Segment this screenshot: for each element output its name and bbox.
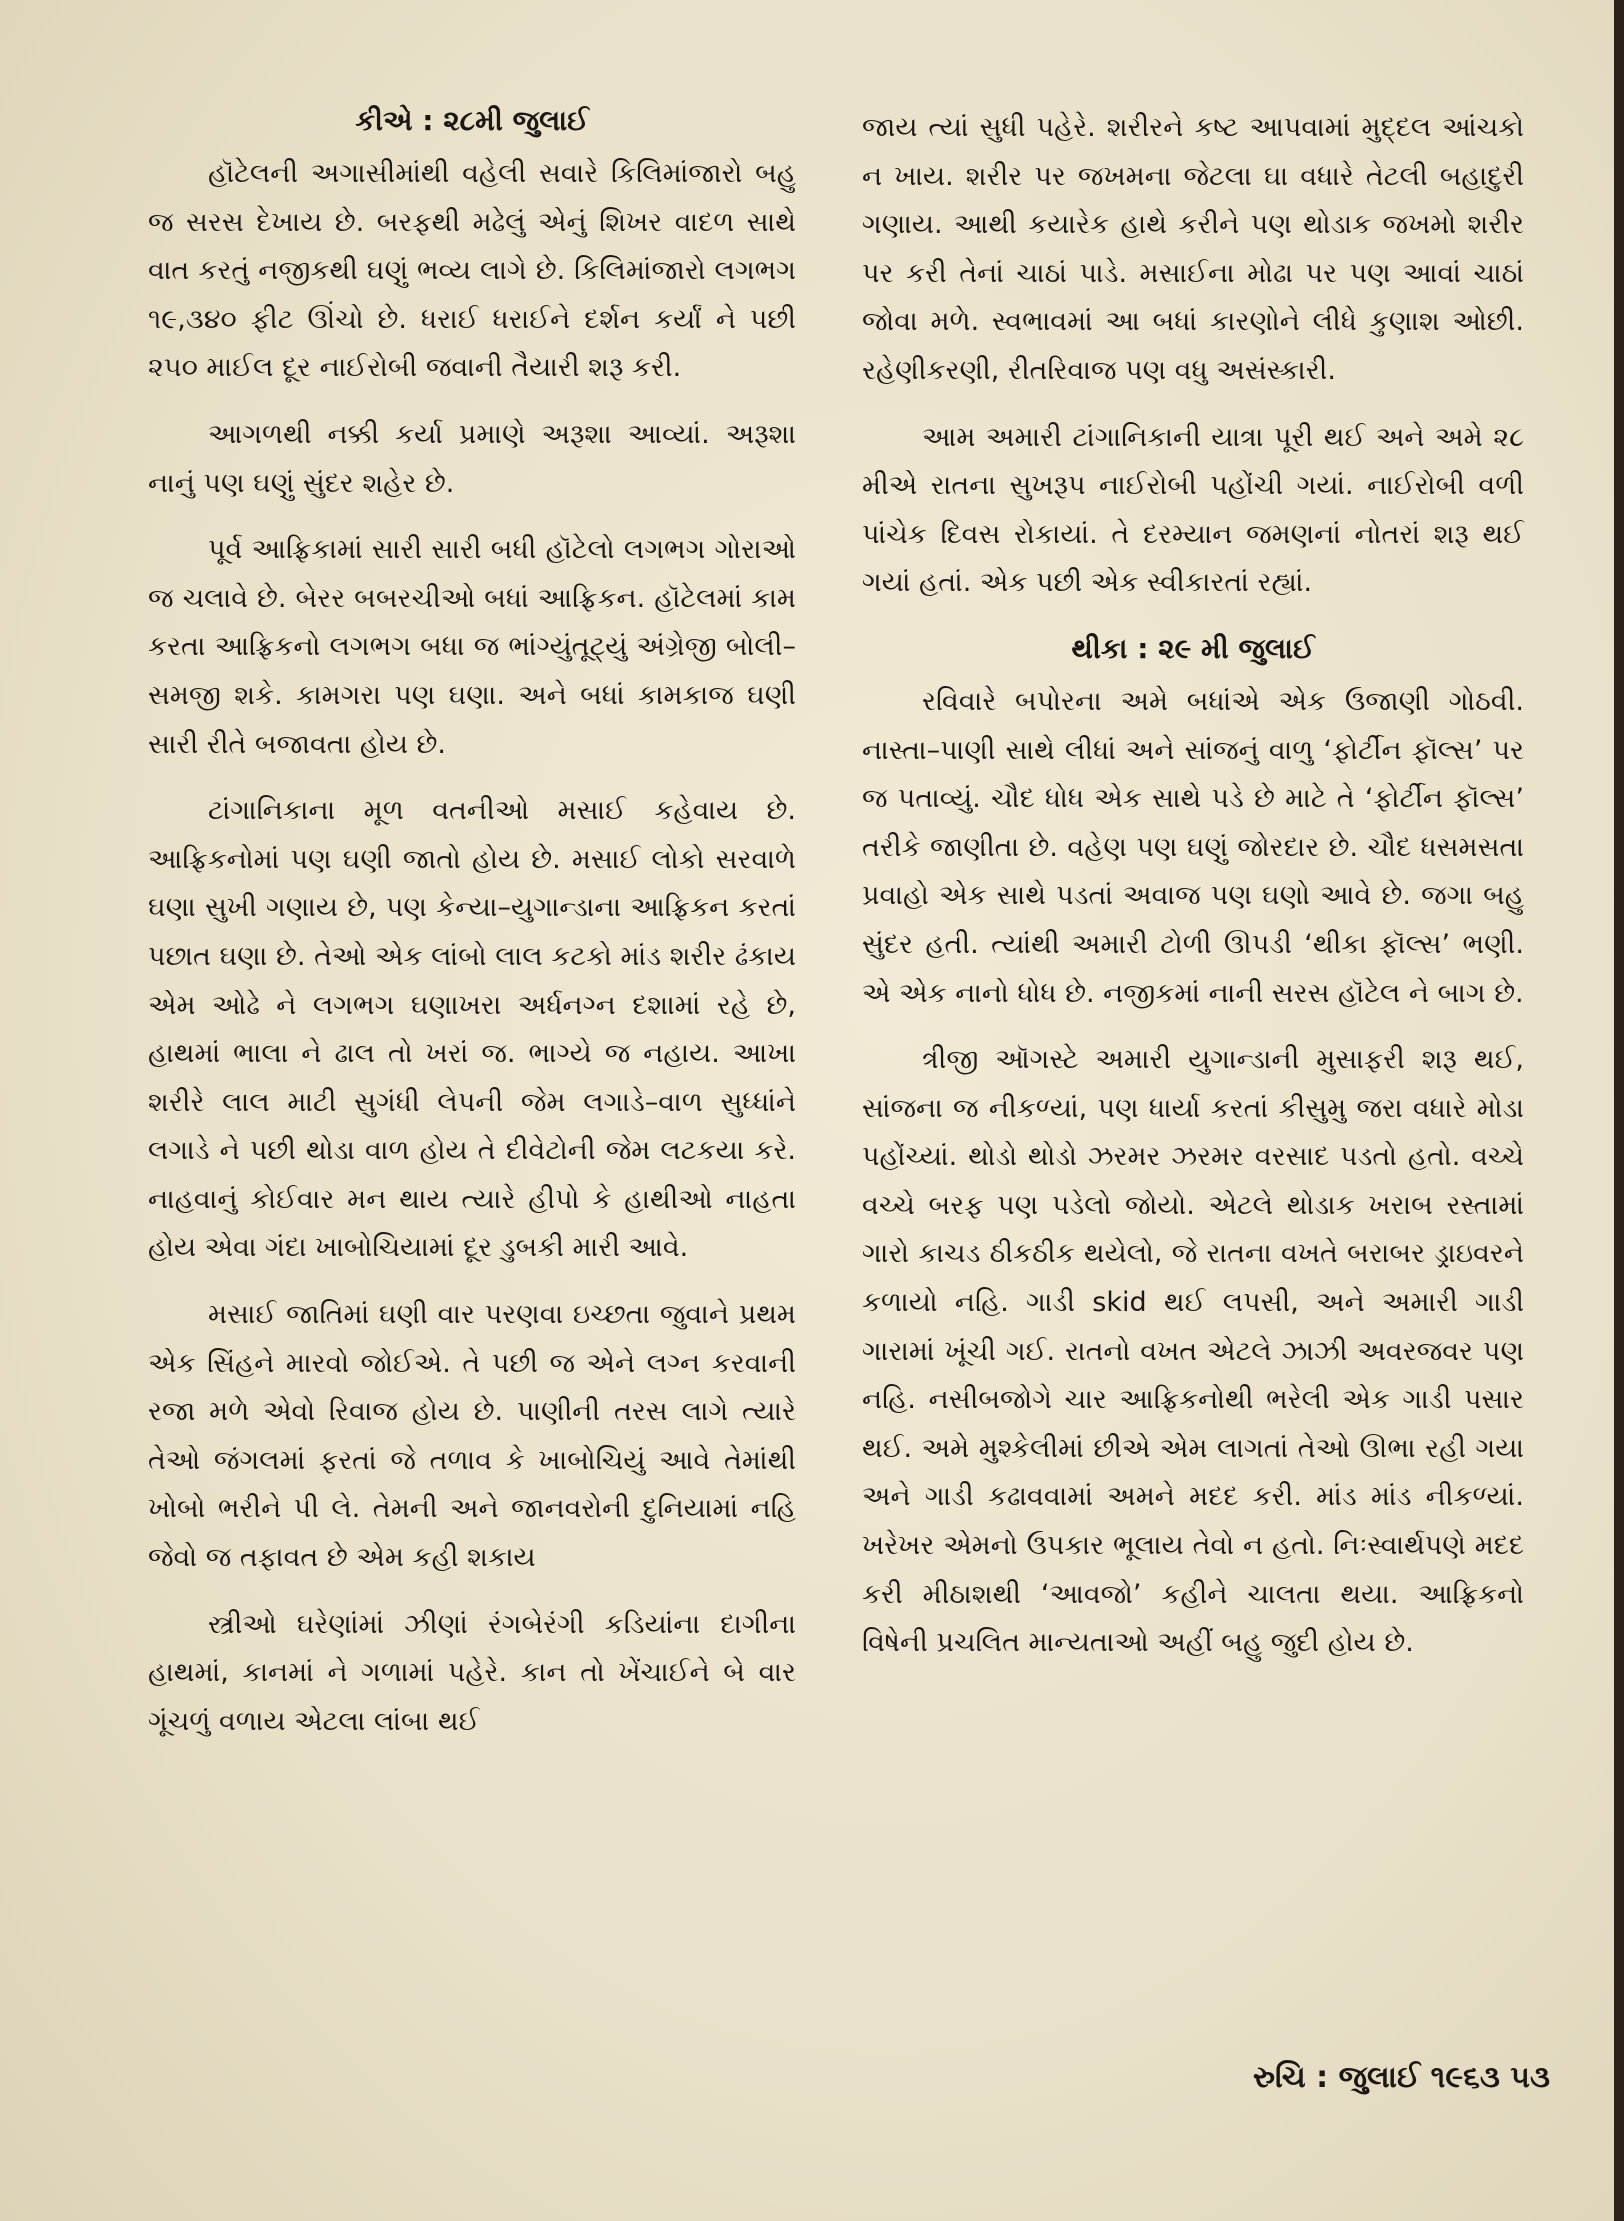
page-footer: રુચિ : જુલાઈ ૧૯૬૩ ૫૩ (1252, 2060, 1550, 2095)
paragraph: ત્રીજી ઑગસ્ટે અમારી યુગાન્ડાની મુસાફરી શરૂ થઈ, સાંજના જ નીકળ્યાં, પણ ધાર્યા કરતાં કીસુમુ જરા વધારે મોડા પહોંચ્યાં. થોડો થોડો ઝરમર ઝરમર વરસાદ પડતો હતો. વચ્ચે વચ્ચે બરફ પણ પડેલો જોયો. એટલે થોડાક ખરાબ રસ્તામાં ગારો કાચડ ઠીકઠીક થયેલો, જે રાતના વખતે બરાબર ડ્રાઇવરને કળાયો નહિ. ગાડી skid થઈ લપસી, અને અમારી ગાડી ગારામાં ખૂંચી ગઈ. રાતનો વખત એટલે ઝાઝી અવરજવર પણ નહિ. નસીબજોગે ચાર આફ્રિકનોથી ભરેલી એક ગાડી પસાર થઈ. અમે મુશ્કેલીમાં છીએ એમ લાગતાં તેઓ ઊભા રહી ગયા અને ગાડી કઢાવવામાં અમને મદદ કરી. માંડ માંડ નીકળ્યાં. ખરેખર એમનો ઉપકાર ભૂલાય તેવો ન હતો. નિઃસ્વાર્થપણે મદદ કરી મીઠાશથી ‘આવજો’ કહીને ચાલતા થયા. આફ્રિકનો વિષેની પ્રચલિત માન્યતાઓ અહીં બહુ જુદી હોય છે. (862, 1044, 1524, 1659)
paragraph: પૂર્વ આફ્રિકામાં સારી સારી બધી હૉટેલો લગભગ ગોરાઓ જ ચલાવે છે. બેરર બબરચીઓ બધાં આફ્રિકન. હૉટેલમાં કામ કરતા આફ્રિકનો લગભગ બધા જ ભાંગ્યુંતૂટ્યું અંગ્રેજી બોલી–સમજી શકે. કામગરા પણ ઘણા. અને બધાં કામકાજ ઘણી સારી રીતે બજાવતા હોય છે. (148, 534, 796, 760)
paragraph: સ્ત્રીઓ ઘરેણાંમાં ઝીણાં રંગબેરંગી કડિયાંના દાગીના હાથમાં, કાનમાં ને ગળામાં પહેરે. કાન તો ખેંચાઈને બે વાર ગૂંચળું વળાય એટલા લાંબા થઈ (148, 1608, 796, 1737)
paragraph: હૉટેલની અગાસીમાંથી વહેલી સવારે કિલિમાંજારો બહુ જ સરસ દેખાય છે. બરફથી મઢેલું એનું શિખર વાદળ સાથે વાત કરતું નજીકથી ઘણું ભવ્ય લાગે છે. કિલિમાંજારો લગભગ ૧૯,૩૪૦ ફીટ ઊંચો છે. ધરાઈ ધરાઈને દર્શન કર્યાં ને પછી ૨૫૦ માઈલ દૂર નાઈરોબી જવાની તૈયારી શરૂ કરી. (148, 158, 796, 384)
section-heading-thika: થીકા : ૨૯ મી જુલાઈ (1071, 631, 1315, 665)
left-column (148, 98, 796, 1764)
paragraph: જાય ત્યાં સુધી પહેરે. શરીરને કષ્ટ આપવામાં મુદ્દલ આંચકો ન ખાય. શરીર પર જખમના જેટલા ઘા વધારે તેટલી બહાદુરી ગણાય. આથી કયારેક હાથે કરીને પણ થોડાક જખમો શરીર પર કરી તેનાં ચાઠાં પાડે. મસાઈના મોઢા પર પણ આવાં ચાઠાં જોવા મળે. સ્વભાવમાં આ બધાં કારણોને લીધે કુણાશ ઓછી. રહેણીકરણી, રીતરિવાજ પણ વધુ અસંસ્કારી. (862, 112, 1524, 386)
section-heading-kie: કીએ : ૨૮મી જુલાઈ (355, 104, 589, 137)
right-column (862, 104, 1524, 1686)
paragraph: ટાંગાનિકાના મૂળ વતનીઓ મસાઈ કહેવાય છે. આફ્રિકનોમાં પણ ઘણી જાતો હોય છે. મસાઈ લોકો સરવાળે ઘણા સુખી ગણાય છે, પણ કેન્યા–યુગાન્ડાના આફ્રિકન કરતાં પછાત ઘણા છે. તેઓ એક લાંબો લાલ કટકો માંડ શરીર ઢંકાય એમ ઓઢે ને લગભગ ઘણાખરા અર્ધનગ્ન દશામાં રહે છે, હાથમાં ભાલા ને ઢાલ તો ખરાં જ. ભાગ્યે જ નહાય. આખા શરીરે લાલ માટી સુગંધી લેપની જેમ લગાડે–વાળ સુધ્ધાંને લગાડે ને પછી થોડા વાળ હોય તે દીવેટોની જેમ લટકયા કરે. નાહવાનું કોઈવાર મન થાય ત્યારે હીપો કે હાથીઓ નાહતા હોય એવા ગંદા ખાબોચિયામાં દૂર ડુબકી મારી આવે. (148, 795, 796, 1264)
paragraph: આમ અમારી ટાંગાનિકાની યાત્રા પૂરી થઈ અને અમે ૨૮ મીએ રાતના સુખરૂપ નાઈરોબી પહોંચી ગયાં. નાઈરોબી વળી પાંચેક દિવસ રોકાયાં. તે દરમ્યાન જમણનાં નોતરાં શરૂ થઈ ગયાં હતાં. એક પછી એક સ્વીકારતાં રહ્યાં. (862, 421, 1524, 599)
paragraph: આગળથી નક્કી કર્યા પ્રમાણે અરૂશા આવ્યાં. અરૂશા નાનું પણ ઘણું સુંદર શહેર છે. (148, 418, 796, 499)
paragraph: રવિવારે બપોરના અમે બધાંએ એક ઉજાણી ગોઠવી. નાસ્તા–પાણી સાથે લીધાં અને સાંજનું વાળુ ‘ફોર્ટીન ફૉલ્સ’ પર જ પતાવ્યું. ચૌદ ધોધ એક સાથે પડે છે માટે તે ‘ફોર્ટીન ફૉલ્સ’ તરીકે જાણીતા છે. વહેણ પણ ઘણું જોરદાર છે. ચૌદ ધસમસતા પ્રવાહો એક સાથે પડતાં અવાજ પણ ઘણો આવે છે. જગા બહુ સુંદર હતી. ત્યાંથી અમારી ટોળી ઊપડી ‘થીકા ફૉલ્સ’ ભણી. એ એક નાનો ધોધ છે. નજીકમાં નાની સરસ હૉટેલ ને બાગ છે. (862, 685, 1524, 1009)
paragraph: મસાઈ જાતિમાં ઘણી વાર પરણવા ઇચ્છતા જુવાને પ્રથમ એક સિંહને મારવો જોઈએ. તે પછી જ એને લગ્ન કરવાની રજા મળે એવો રિવાજ હોય છે. પાણીની તરસ લાગે ત્યારે તેઓ જંગલમાં ફરતાં જે તળાવ કે ખાબોચિયું આવે તેમાંથી ખોબો ભરીને પી લે. તેમની અને જાનવરોની દુનિયામાં નહિ જેવો જ તફાવત છે એમ કહી શકાય (148, 1299, 796, 1574)
